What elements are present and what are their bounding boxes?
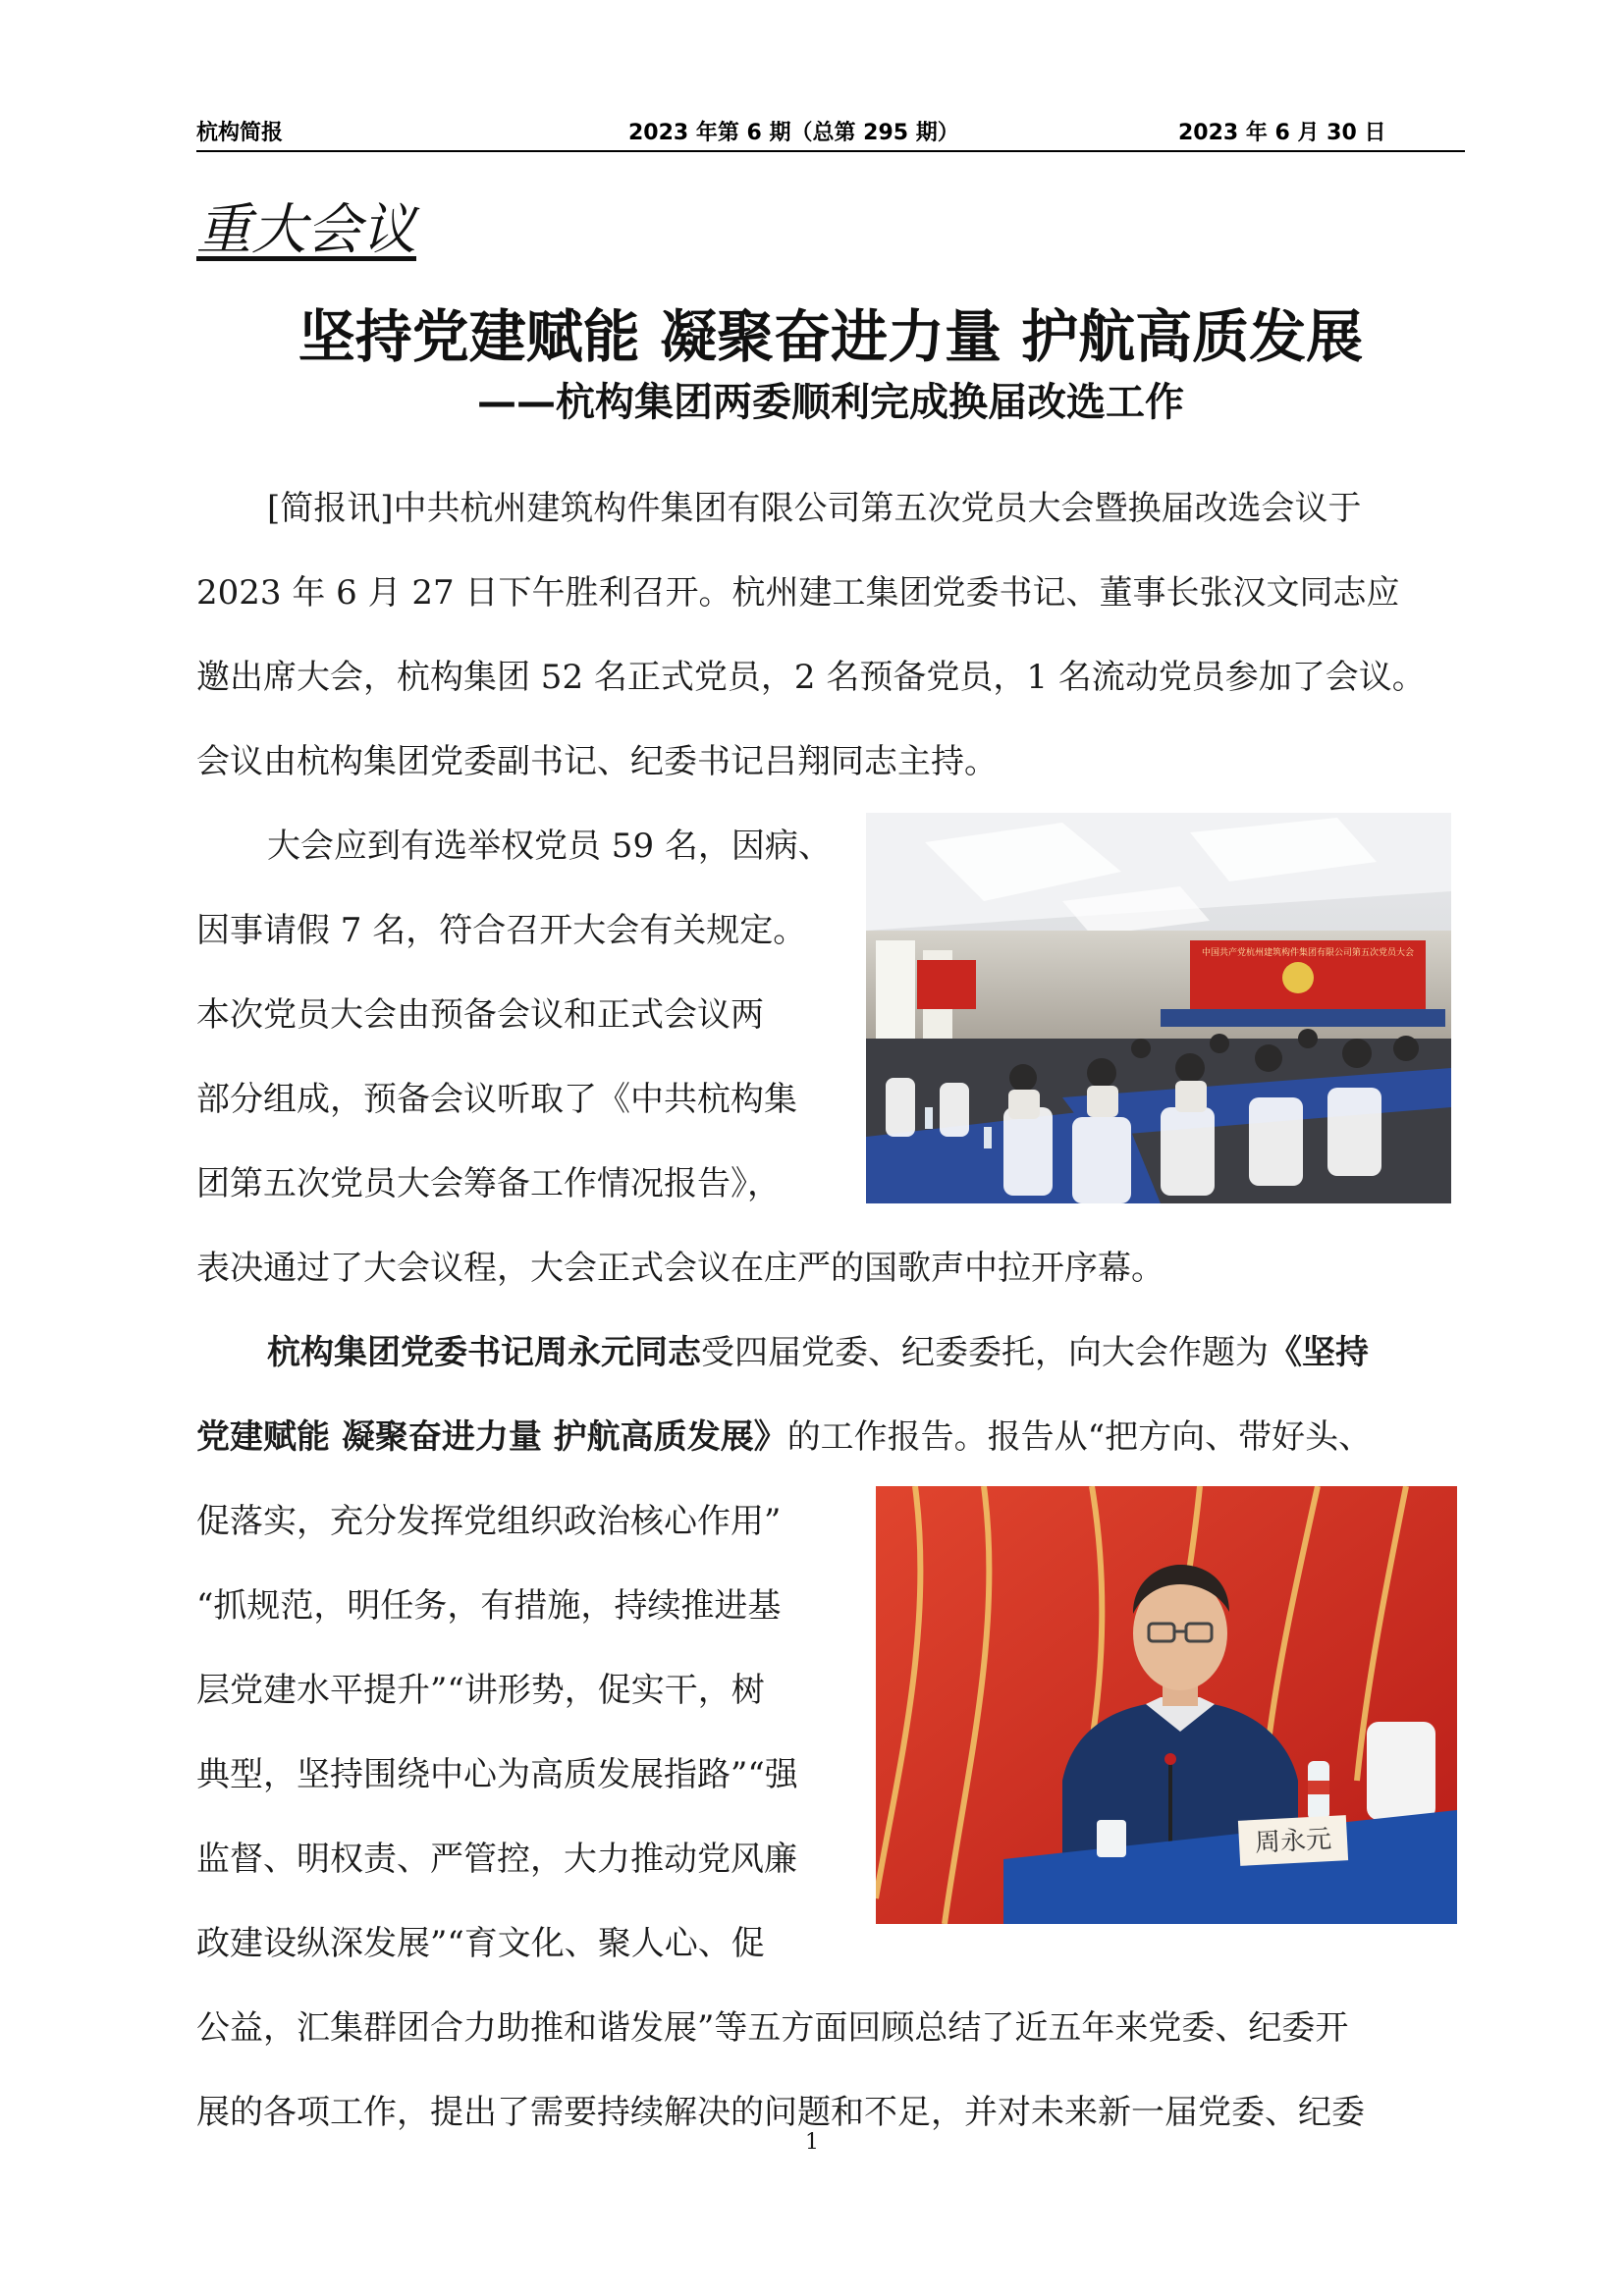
p1-line: 会议由杭构集团党委副书记、纪委书记吕翔同志主持。 — [196, 742, 998, 781]
section-title: 重大会议 — [196, 198, 416, 262]
header-publication: 杭构简报 — [196, 121, 284, 145]
report-title-start: 《坚持 — [1269, 1333, 1369, 1372]
p3-line — [267, 1329, 1369, 1376]
p3-line: “抓规范，明任务，有措施，持续推进基 — [196, 1586, 782, 1626]
p3-line — [196, 1414, 1372, 1461]
p2-line: 团第五次党员大会筹备工作情况报告》， — [196, 1164, 781, 1203]
speaker-photo — [876, 1486, 1457, 1924]
p2-line: 本次党员大会由预备会议和正式会议两 — [196, 995, 764, 1035]
p2-line: 因事请假 7 名，符合召开大会有关规定。 — [196, 911, 807, 950]
p2-line: 大会应到有选举权党员 59 名，因病、 — [267, 827, 832, 866]
p3-line: 监督、明权责、严管控，大力推动党风廉 — [196, 1840, 797, 1879]
p1-line: 2023 年 6 月 27 日下午胜利召开。杭州建工集团党委书记、董事长张汉文同志应 — [196, 573, 1400, 613]
p3-line: 层党建水平提升”“讲形势，促实干，树 — [196, 1671, 765, 1710]
banner-text: 中国共产党杭州建筑构件集团有限公司第五次党员大会 — [1201, 948, 1415, 958]
p2-line: 部分组成，预备会议听取了《中共杭构集 — [196, 1080, 797, 1119]
newsletter-header — [196, 116, 1465, 151]
p3-text: 受四届党委、纪委委托，向大会作题为 — [701, 1333, 1269, 1372]
article-title: 坚持党建赋能 凝聚奋进力量 护航高质发展 — [298, 303, 1364, 370]
p1-line: [简报讯]中共杭州建筑构件集团有限公司第五次党员大会暨换届改选会议于 — [267, 489, 1362, 528]
report-title-end: 党建赋能 凝聚奋进力量 护航高质发展》 — [196, 1417, 787, 1457]
p2-line: 表决通过了大会议程，大会正式会议在庄严的国歌声中拉开序幕。 — [196, 1249, 1164, 1288]
speaker-name: 杭构集团党委书记周永元同志 — [267, 1333, 701, 1372]
p3-text: 的工作报告。报告从“把方向、带好头、 — [786, 1417, 1373, 1457]
header-issue: 2023 年第 6 期（总第 295 期） — [628, 121, 959, 145]
meeting-hall-photo — [866, 813, 1451, 1203]
header-rule — [196, 150, 1465, 152]
page-number: 1 — [805, 2130, 819, 2155]
article-subtitle: ——杭构集团两委顺利完成换届改选工作 — [477, 380, 1184, 425]
p3-line: 典型，坚持围绕中心为高质发展指路”“强 — [196, 1755, 798, 1794]
header-date: 2023 年 6 月 30 日 — [1178, 121, 1386, 145]
p3-line: 展的各项工作，提出了需要持续解决的问题和不足，并对未来新一届党委、纪委 — [196, 2093, 1365, 2132]
p3-line: 政建设纵深发展”“育文化、聚人心、促 — [196, 1924, 765, 1963]
p1-line: 邀出席大会，杭构集团 52 名正式党员，2 名预备党员，1 名流动党员参加了会议。 — [196, 658, 1426, 697]
p3-line: 促落实，充分发挥党组织政治核心作用” — [196, 1502, 782, 1541]
p3-line: 公益，汇集群团合力助推和谐发展”等五方面回顾总结了近五年来党委、纪委开 — [196, 2008, 1349, 2048]
nameplate-text: 周永元 — [1254, 1824, 1332, 1859]
